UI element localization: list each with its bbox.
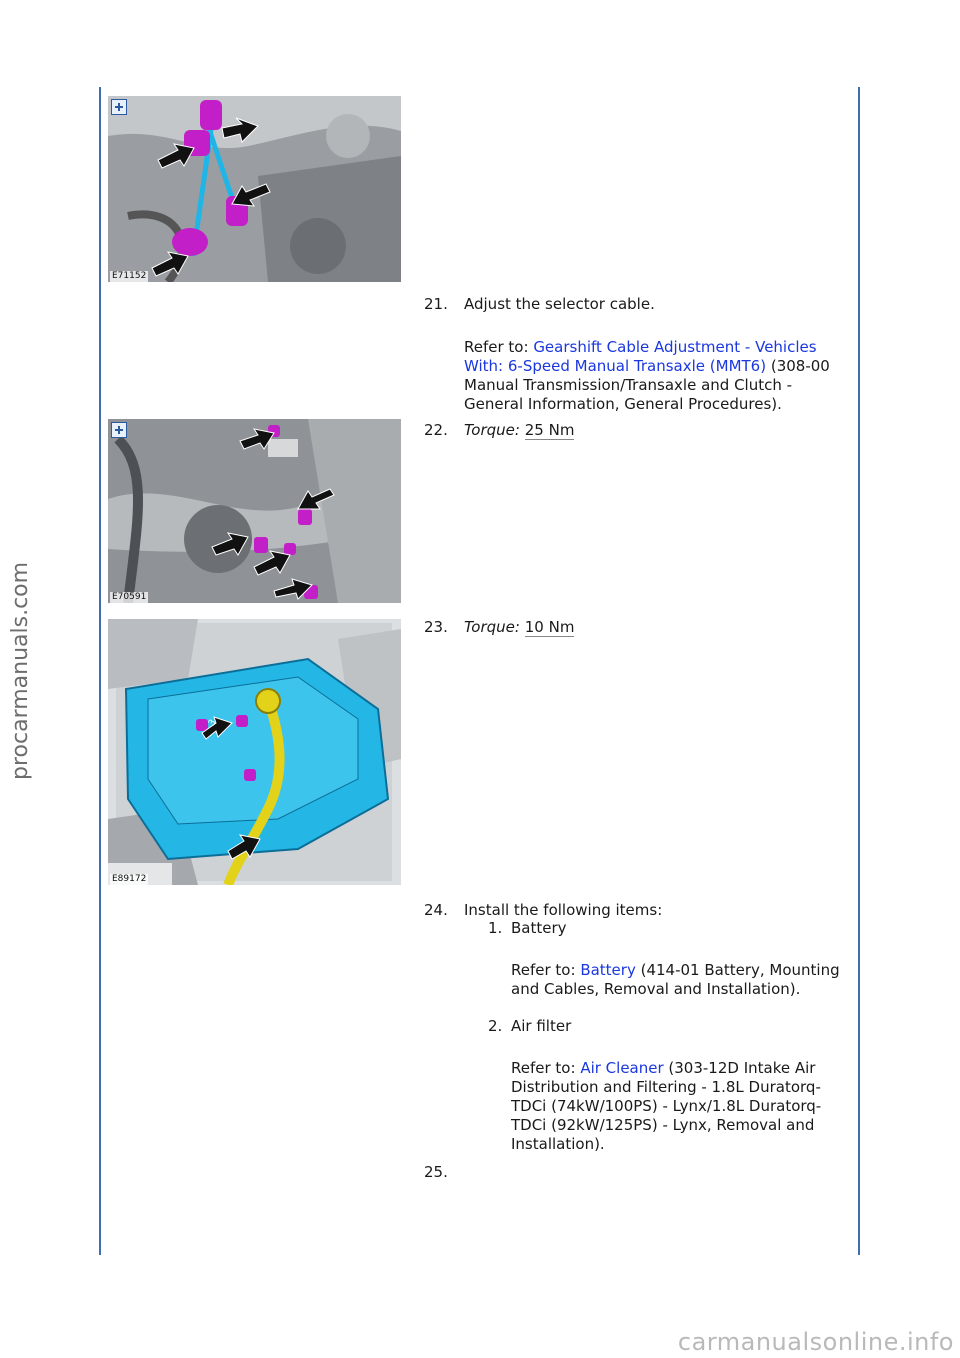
sub-item-number: 1. [488,919,503,937]
zoom-plus-icon[interactable] [111,422,127,438]
right-margin-rule [858,87,860,1255]
bottom-watermark: carmanualsonline.info [677,1328,954,1356]
step-text: Adjust the selector cable. [464,295,655,313]
link-gearshift-cable-adjustment[interactable]: Gearshift Cable Adjustment - Vehicles With: 6-Speed Manual Transaxle (MMT6) [464,338,817,375]
figure-battery-tray [108,619,401,885]
refer-prefix: Refer to: [511,1059,581,1077]
figure-mount-bolts [108,419,401,603]
zoom-plus-icon[interactable] [111,99,127,115]
sub-item-label: Battery [511,919,567,937]
refer-to-paragraph [511,961,846,999]
torque-value: 10 Nm [524,618,575,636]
figure-battery-tray-drawing [108,619,401,885]
refer-suffix: (308-00 Manual Transmission/Transaxle and Clutch - General Information, General Procedures). [464,357,830,413]
refer-to-paragraph [511,1059,846,1154]
torque-label: Torque: [464,421,520,439]
step-number: 23. [424,618,448,636]
link-air-cleaner[interactable]: Air Cleaner [580,1059,664,1077]
side-watermark: procarmanuals.com [8,561,33,780]
figure-selector-cable-drawing [108,96,401,282]
step-text: Install the following items: [464,901,663,919]
refer-prefix: Refer to: [464,338,534,356]
sub-item-number: 2. [488,1017,503,1035]
figure-code: E89172 [112,874,147,884]
callout-label: 3 [207,718,219,728]
refer-suffix: (303-12D Intake Air Distribution and Filtering - 1.8L Duratorq-TDCi (74kW/100PS) - Lynx/1.8L Duratorq-TDCi (92kW/125PS) - Lynx, Removal and Installation). [511,1059,822,1153]
refer-to-paragraph [464,338,844,414]
refer-prefix: Refer to: [511,961,581,979]
refer-suffix: (414-01 Battery, Mounting and Cables, Removal and Installation). [511,961,840,998]
left-margin-rule [99,87,101,1255]
step-number: 24. [424,901,448,919]
figure-selector-cable [108,96,401,282]
step-number: 25. [424,1163,448,1181]
torque-label: Torque: [464,618,520,636]
link-battery[interactable]: Battery [580,961,636,979]
torque-value: 25 Nm [524,421,575,439]
sub-item-label: Air filter [511,1017,572,1035]
step-number: 21. [424,295,448,313]
figure-code: E71152 [112,271,147,281]
torque-spec [464,618,844,637]
figure-code: E70591 [112,592,147,602]
torque-spec [464,421,844,440]
figure-mount-bolts-drawing [108,419,401,603]
step-number: 22. [424,421,448,439]
